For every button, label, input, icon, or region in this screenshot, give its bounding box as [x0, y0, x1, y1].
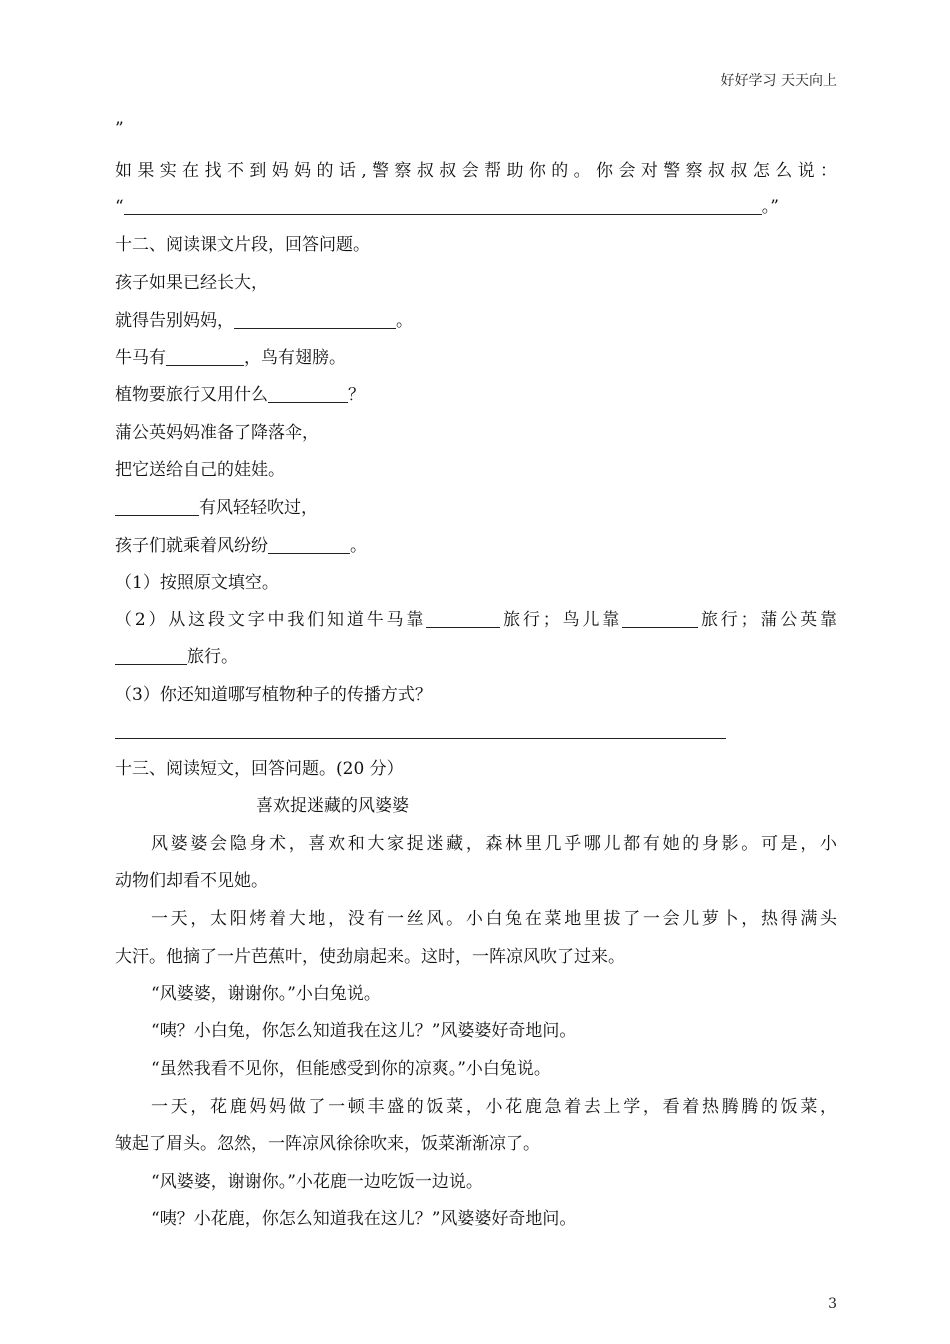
question-13-heading: 十三、阅读短文，回答问题。(20 分） [115, 759, 404, 779]
police-prompt: 如果实在找不到妈妈的话,警察叔叔会帮助你的。你会对警察叔叔怎么说： [115, 161, 837, 181]
story-line-11: “咦？小花鹿，你怎么知道我在这儿？”风婆婆好奇地问。 [151, 1209, 577, 1229]
story-line-10: “风婆婆，谢谢你。”小花鹿一边吃饭一边说。 [151, 1172, 483, 1192]
story-line-1: 风婆婆会隐身术，喜欢和大家捉迷藏，森林里几乎哪儿都有她的身影。可是，小 [151, 834, 837, 854]
poem-line-7-text: 有风轻轻吹过， [199, 498, 318, 518]
sub-question-2 [115, 609, 837, 631]
sub-question-2-cont [115, 646, 238, 668]
sub-question-2-text-b: 旅行；鸟儿靠 [500, 610, 623, 630]
sub-question-3: （3）你还知道哪写植物种子的传播方式？ [115, 685, 432, 705]
open-quote: “ [115, 197, 124, 217]
poem-line-8-text: 孩子们就乘着风纷纷 [115, 536, 268, 556]
poem-line-8 [115, 535, 367, 557]
blank-1[interactable] [234, 310, 396, 329]
blank-cattle[interactable] [426, 609, 500, 628]
sub-question-1: （1）按照原文填空。 [115, 573, 279, 593]
story-line-6: “咦？小白兔，你怎么知道我在这儿？”风婆婆好奇地问。 [151, 1021, 577, 1041]
poem-line-3-end: ，鸟有翅膀。 [244, 348, 346, 368]
blank-dandelion[interactable] [115, 646, 187, 665]
poem-line-4-text: 植物要旅行又用什么 [115, 385, 268, 405]
blank-3[interactable] [268, 384, 348, 403]
poem-line-2 [115, 310, 413, 332]
answer-rule[interactable] [115, 738, 726, 739]
poem-line-6: 把它送给自己的娃娃。 [115, 460, 285, 480]
blank-5[interactable] [268, 535, 350, 554]
poem-line-1: 孩子如果已经长大， [115, 273, 268, 293]
blank-2[interactable] [166, 347, 244, 366]
poem-line-7 [115, 497, 318, 519]
poem-line-3-text: 牛马有 [115, 348, 166, 368]
story-line-8: 一天，花鹿妈妈做了一顿丰盛的饭菜，小花鹿急着去上学，看着热腾腾的饭菜， [151, 1097, 837, 1117]
close-quote: 。” [761, 197, 779, 217]
page-number: 3 [828, 1296, 837, 1312]
poem-line-4-end: ？ [348, 385, 365, 405]
story-line-7: “虽然我看不见你，但能感受到你的凉爽。”小白兔说。 [151, 1059, 551, 1079]
poem-line-4 [115, 384, 365, 406]
story-line-4: 大汗。他摘了一片芭蕉叶，使劲扇起来。这时，一阵凉风吹了过来。 [115, 947, 625, 967]
poem-line-3 [115, 347, 346, 369]
answer-blank[interactable] [124, 196, 762, 215]
story-line-3: 一天，太阳烤着大地，没有一丝风。小白兔在菜地里拔了一会儿萝卜，热得满头 [151, 909, 837, 929]
story-line-2: 动物们却看不见她。 [115, 871, 268, 891]
poem-line-8-end: 。 [350, 536, 367, 556]
poem-line-2-end: 。 [396, 311, 413, 331]
story-title: 喜欢捉迷藏的风婆婆 [256, 796, 409, 816]
sub-question-2-text-c: 旅行；蒲公英靠 [698, 610, 837, 630]
story-line-5: “风婆婆，谢谢你。”小白兔说。 [151, 984, 381, 1004]
blank-4[interactable] [115, 497, 199, 516]
question-12-heading: 十二、阅读课文片段，回答问题。 [115, 235, 370, 255]
sub-question-2-text-a: （2）从这段文字中我们知道牛马靠 [115, 610, 427, 630]
poem-line-5: 蒲公英妈妈准备了降落伞， [115, 423, 319, 443]
closing-quote: ” [115, 119, 124, 139]
blank-bird[interactable] [622, 609, 698, 628]
page-header: 好好学习 天天向上 [720, 73, 837, 89]
poem-line-2-text: 就得告别妈妈， [115, 311, 234, 331]
sub-question-2-text-d: 旅行。 [187, 647, 238, 667]
story-line-9: 皱起了眉头。忽然，一阵凉风徐徐吹来，饭菜渐渐凉了。 [115, 1134, 540, 1154]
police-answer-line [115, 196, 779, 218]
